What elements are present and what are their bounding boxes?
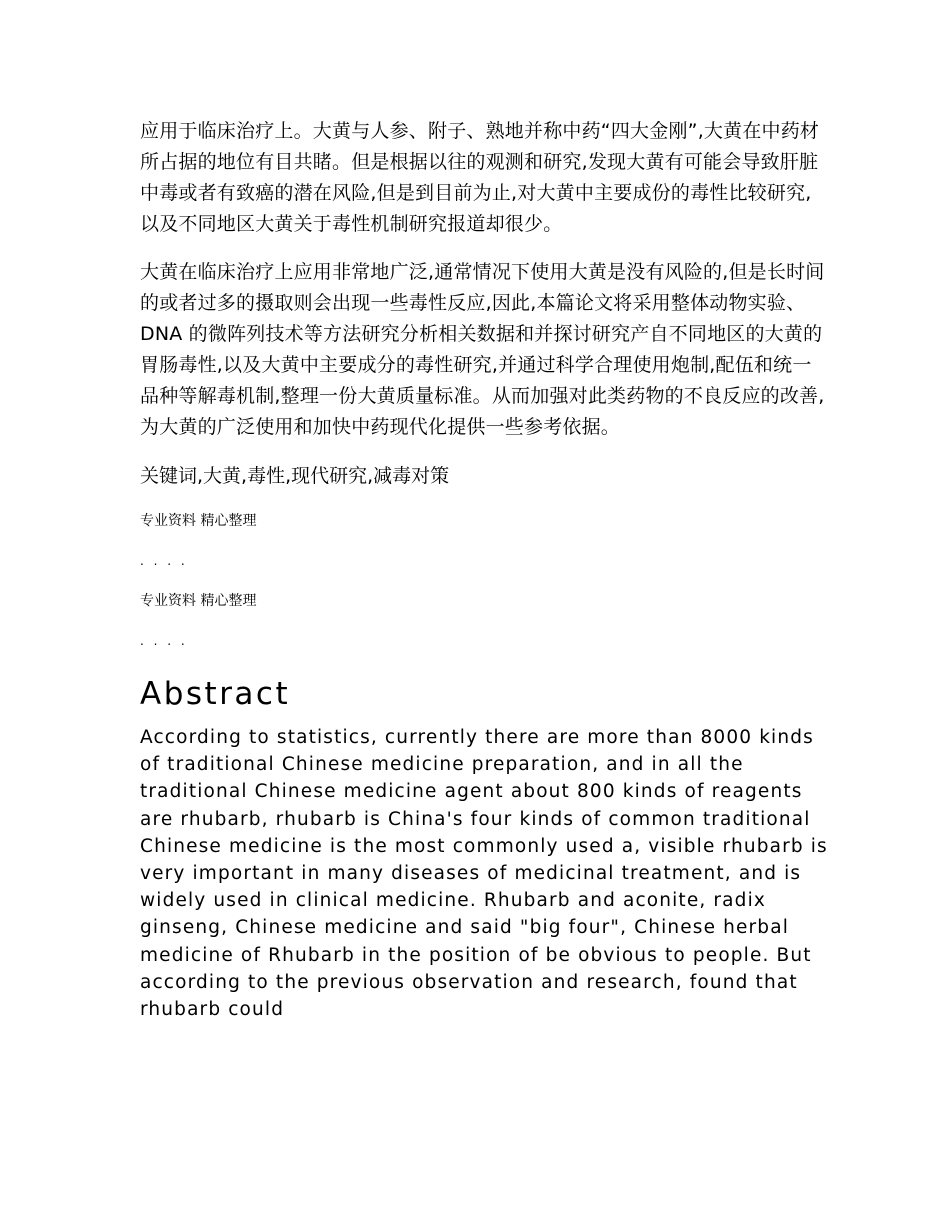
watermark-dots: . . . .	[140, 554, 188, 568]
chinese-paragraph-1: 应用于临床治疗上。大黄与人参、附子、熟地并称中药“四大金刚”,大黄在中药材所占据的地位有目共睹。但是根据以往的观测和研究,发现大黄有可能会导致肝脏中毒或者有致癌的潜在风险,但是到目前为止,对大黄中主要成份的毒性比较研究,以及不同地区大黄关于毒性机制研究报道却很少。	[140, 120, 820, 235]
abstract-body: According to statistics, currently there are more than 8000 kinds of traditional Chinese medicine preparation, and in all the traditional Chinese medicine agent about 800 kinds of reagents are rhubarb, rhubarb is China's four kinds of common traditional Chinese medicine is the most commonly used a, visible rhubarb is very important in many diseases of medicinal treatment, and is widely used in clinical medicine. Rhubarb and aconite, radix ginseng, Chinese medicine and said "big four", Chinese herbal medicine of Rhubarb in the position of be obvious to people. But according to the previous observation and research, found that rhubarb could	[140, 727, 828, 1021]
watermark-note: 专业资料 精心整理	[140, 593, 257, 609]
chinese-paragraph-2: 大黄在临床治疗上应用非常地广泛,通常情况下使用大黄是没有风险的,但是长时间的或者过多的摄取则会出现一些毒性反应,因此,本篇论文将采用整体动物实验、DNA 的微阵列技术等方法研究分析相关数据和并探讨研究产自不同地区的大黄的胃肠毒性,以及大黄中主要成分的毒性研究,并通过科学合理使用炮制,配伍和统一品种等解毒机制,整理一份大黄质量标准。从而加强对此类药物的不良反应的改善,为大黄的广泛使用和加快中药现代化提供一些参考依据。	[140, 261, 825, 438]
abstract-heading: Abstract	[140, 676, 291, 712]
watermark-dots: . . . .	[140, 634, 188, 648]
keywords-line: 关键词,大黄,毒性,现代研究,减毒对策	[140, 465, 450, 487]
watermark-note: 专业资料 精心整理	[140, 513, 257, 529]
document-page	[140, 116, 830, 1023]
